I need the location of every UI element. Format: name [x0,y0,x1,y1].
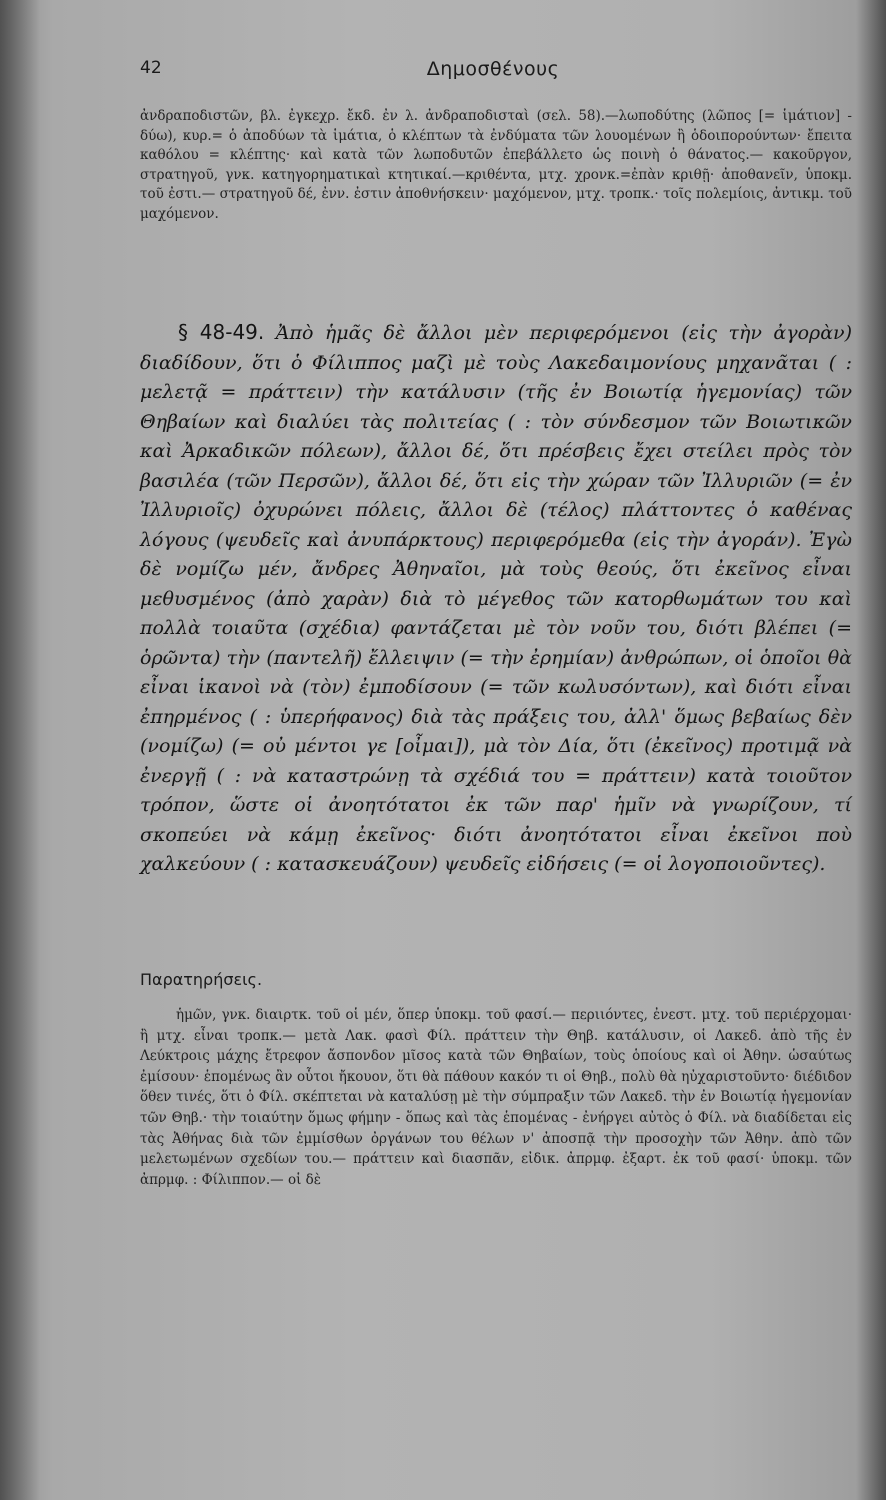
top-notes: ἀνδραποδιστῶν, βλ. ἐγκεχρ. ἔκδ. ἐν λ. ἀνδραποδισταὶ (σελ. 58).—λωποδύτης (λῶπος [= ἱμάτιον] - δύω), κυρ.= ὁ ἀποδύων τὰ ἱμάτια, ὁ κλέπτων τὰ ἐνδύματα τῶν λουομένων ἢ ὁδοιπορούντων· ἔπειτα καθόλου = κλέπτης· καὶ κατὰ τῶν λωποδυτῶν ἐπεβάλλετο ὡς ποινὴ ὁ θάνατος.— κακοῦργον, στρατηγοῦ, γνκ. κατηγορηματικαὶ κτητικαί.—κριθέντα, μτχ. χρονκ.=ἐπὰν κριθῇ· ἀποθανεῖν, ὑποκμ. τοῦ ἐστι.— στρατηγοῦ δέ, ἐνν. ἐστιν ἀποθνήσκειν· μαχόμενον, μτχ. τροπκ.· τοῖς πολεμίοις, ἀντικμ. τοῦ μαχόμενον. [140,108,852,222]
section-48-49 [140,318,852,880]
remarks-notes: ἡμῶν, γνκ. διαιρτκ. τοῦ οἱ μέν, ὅπερ ὑποκμ. τοῦ φασί.— περιιόντες, ἐνεστ. μτχ. τοῦ περιέρχομαι· ἢ μτχ. εἶναι τροπκ.— μετὰ Λακ. φασὶ Φίλ. πράττειν τὴν Θηβ. κατάλυσιν, οἱ Λακεδ. ἀπὸ τῆς ἐν Λεύκτροις μάχης ἔτρεφον ἄσπονδον μῖσος κατὰ τῶν Θηβαίων, τοὺς ὁποίους καὶ οἱ Ἀθην. ὡσαύτως ἐμίσουν· ἑπομένως ἂν οὗτοι ἤκουον, ὅτι θὰ πάθουν κακόν τι οἱ Θηβ., πολὺ θὰ ηὐχαριστοῦντο· διέδιδον ὅθεν τινές, ὅτι ὁ Φίλ. σκέπτεται νὰ καταλύσῃ μὲ τὴν σύμπραξιν τῶν Λακεδ. τὴν ἐν Βοιωτίᾳ ἡγεμονίαν τῶν Θηβ.· τὴν τοιαύτην ὅμως φήμην - ὅπως καὶ τὰς ἑπομένας - ἐνήργει αὐτὸς ὁ Φίλ. νὰ διαδίδεται εἰς τὰς Ἀθήνας διὰ τῶν ἐμμίσθων ὀργάνων του θέλων ν' ἀποσπᾷ τὴν προσοχὴν τῶν Ἀθην. ἀπὸ τῶν μελετωμένων σχεδίων του.— πράττειν καὶ διασπᾶν, εἰδικ. ἀπρμφ. ἐξαρτ. ἐκ τοῦ φασί· ὑποκμ. τῶν ἀπρμφ. : Φίλιππον.— οἱ δὲ [140,1007,852,1188]
section-translation-text: Ἀπὸ ἡμᾶς δὲ ἄλλοι μὲν περιφερόμενοι (εἰς τὴν ἀγορὰν) διαδίδουν, ὅτι ὁ Φίλιππος μαζὶ μὲ τοὺς Λακεδαιμονίους μηχανᾶται ( : μελετᾷ = πράττειν) τὴν κατάλυσιν (τῆς ἐν Βοιωτίᾳ ἡγεμονίας) τῶν Θηβαίων καὶ διαλύει τὰς πολιτείας ( : τὸν σύνδεσμον τῶν Βοιωτικῶν καὶ Ἀρκαδικῶν πόλεων), ἄλλοι δέ, ὅτι πρέσβεις ἔχει στείλει πρὸς τὸν βασιλέα (τῶν Περσῶν), ἄλλοι δέ, ὅτι εἰς τὴν χώραν τῶν Ἰλλυριῶν (= ἐν Ἰλλυριοῖς) ὀχυρώνει πόλεις, ἄλλοι δὲ (τέλος) πλάττοντες ὁ καθένας λόγους (ψευδεῖς καὶ ἀνυπάρκτους) περιφερόμεθα (εἰς τὴν ἀγοράν). Ἐγὼ δὲ νομίζω μέν, ἄνδρες Ἀθηναῖοι, μὰ τοὺς θεούς, ὅτι ἐκεῖνος εἶναι μεθυσμένος (ἀπὸ χαρὰν) διὰ τὸ μέγεθος τῶν κατορθωμάτων του καὶ πολλὰ τοιαῦτα (σχέδια) φαντάζεται μὲ τὸν νοῦν του, διότι βλέπει (= ὁρῶντα) τὴν (παντελῆ) ἔλλειψιν (= τὴν ἐρημίαν) ἀνθρώπων, οἱ ὁποῖοι θὰ εἶναι ἱκανοὶ νὰ (τὸν) ἐμποδίσουν (= τῶν κωλυσόντων), καὶ διότι εἶναι ἐπηρμένος ( : ὑπερήφανος) διὰ τὰς πράξεις του, ἀλλ' ὅμως βεβαίως δὲν (νομίζω) (= οὐ μέντοι γε [οἶμαι]), μὰ τὸν Δία, ὅτι (ἐκεῖνος) προτιμᾷ νὰ ἐνεργῇ ( : νὰ καταστρώνῃ τὰ σχέδιά του = πράττειν) κατὰ τοιοῦτον τρόπον, ὥστε οἱ ἀνοητότατοι ἐκ τῶν παρ' ἡμῖν νὰ γνωρίζουν, τί σκοπεύει νὰ κάμῃ ἐκεῖνος· διότι ἀνοητότατοι εἶναι ἐκεῖνοι ποὺ χαλκεύουν ( : κατασκευάζουν) ψευδεῖς εἰδήσεις (= οἱ λογοποιοῦντες). [140,322,852,875]
page-shadow-left [0,0,40,1500]
section-number: § 48-49. [178,320,265,344]
running-title: Δημοσθένους [426,58,560,80]
remarks-heading: Παρατηρήσεις. [140,970,263,989]
page-number: 42 [140,58,162,78]
page-shadow-right [856,0,886,1500]
page-header [140,58,846,88]
